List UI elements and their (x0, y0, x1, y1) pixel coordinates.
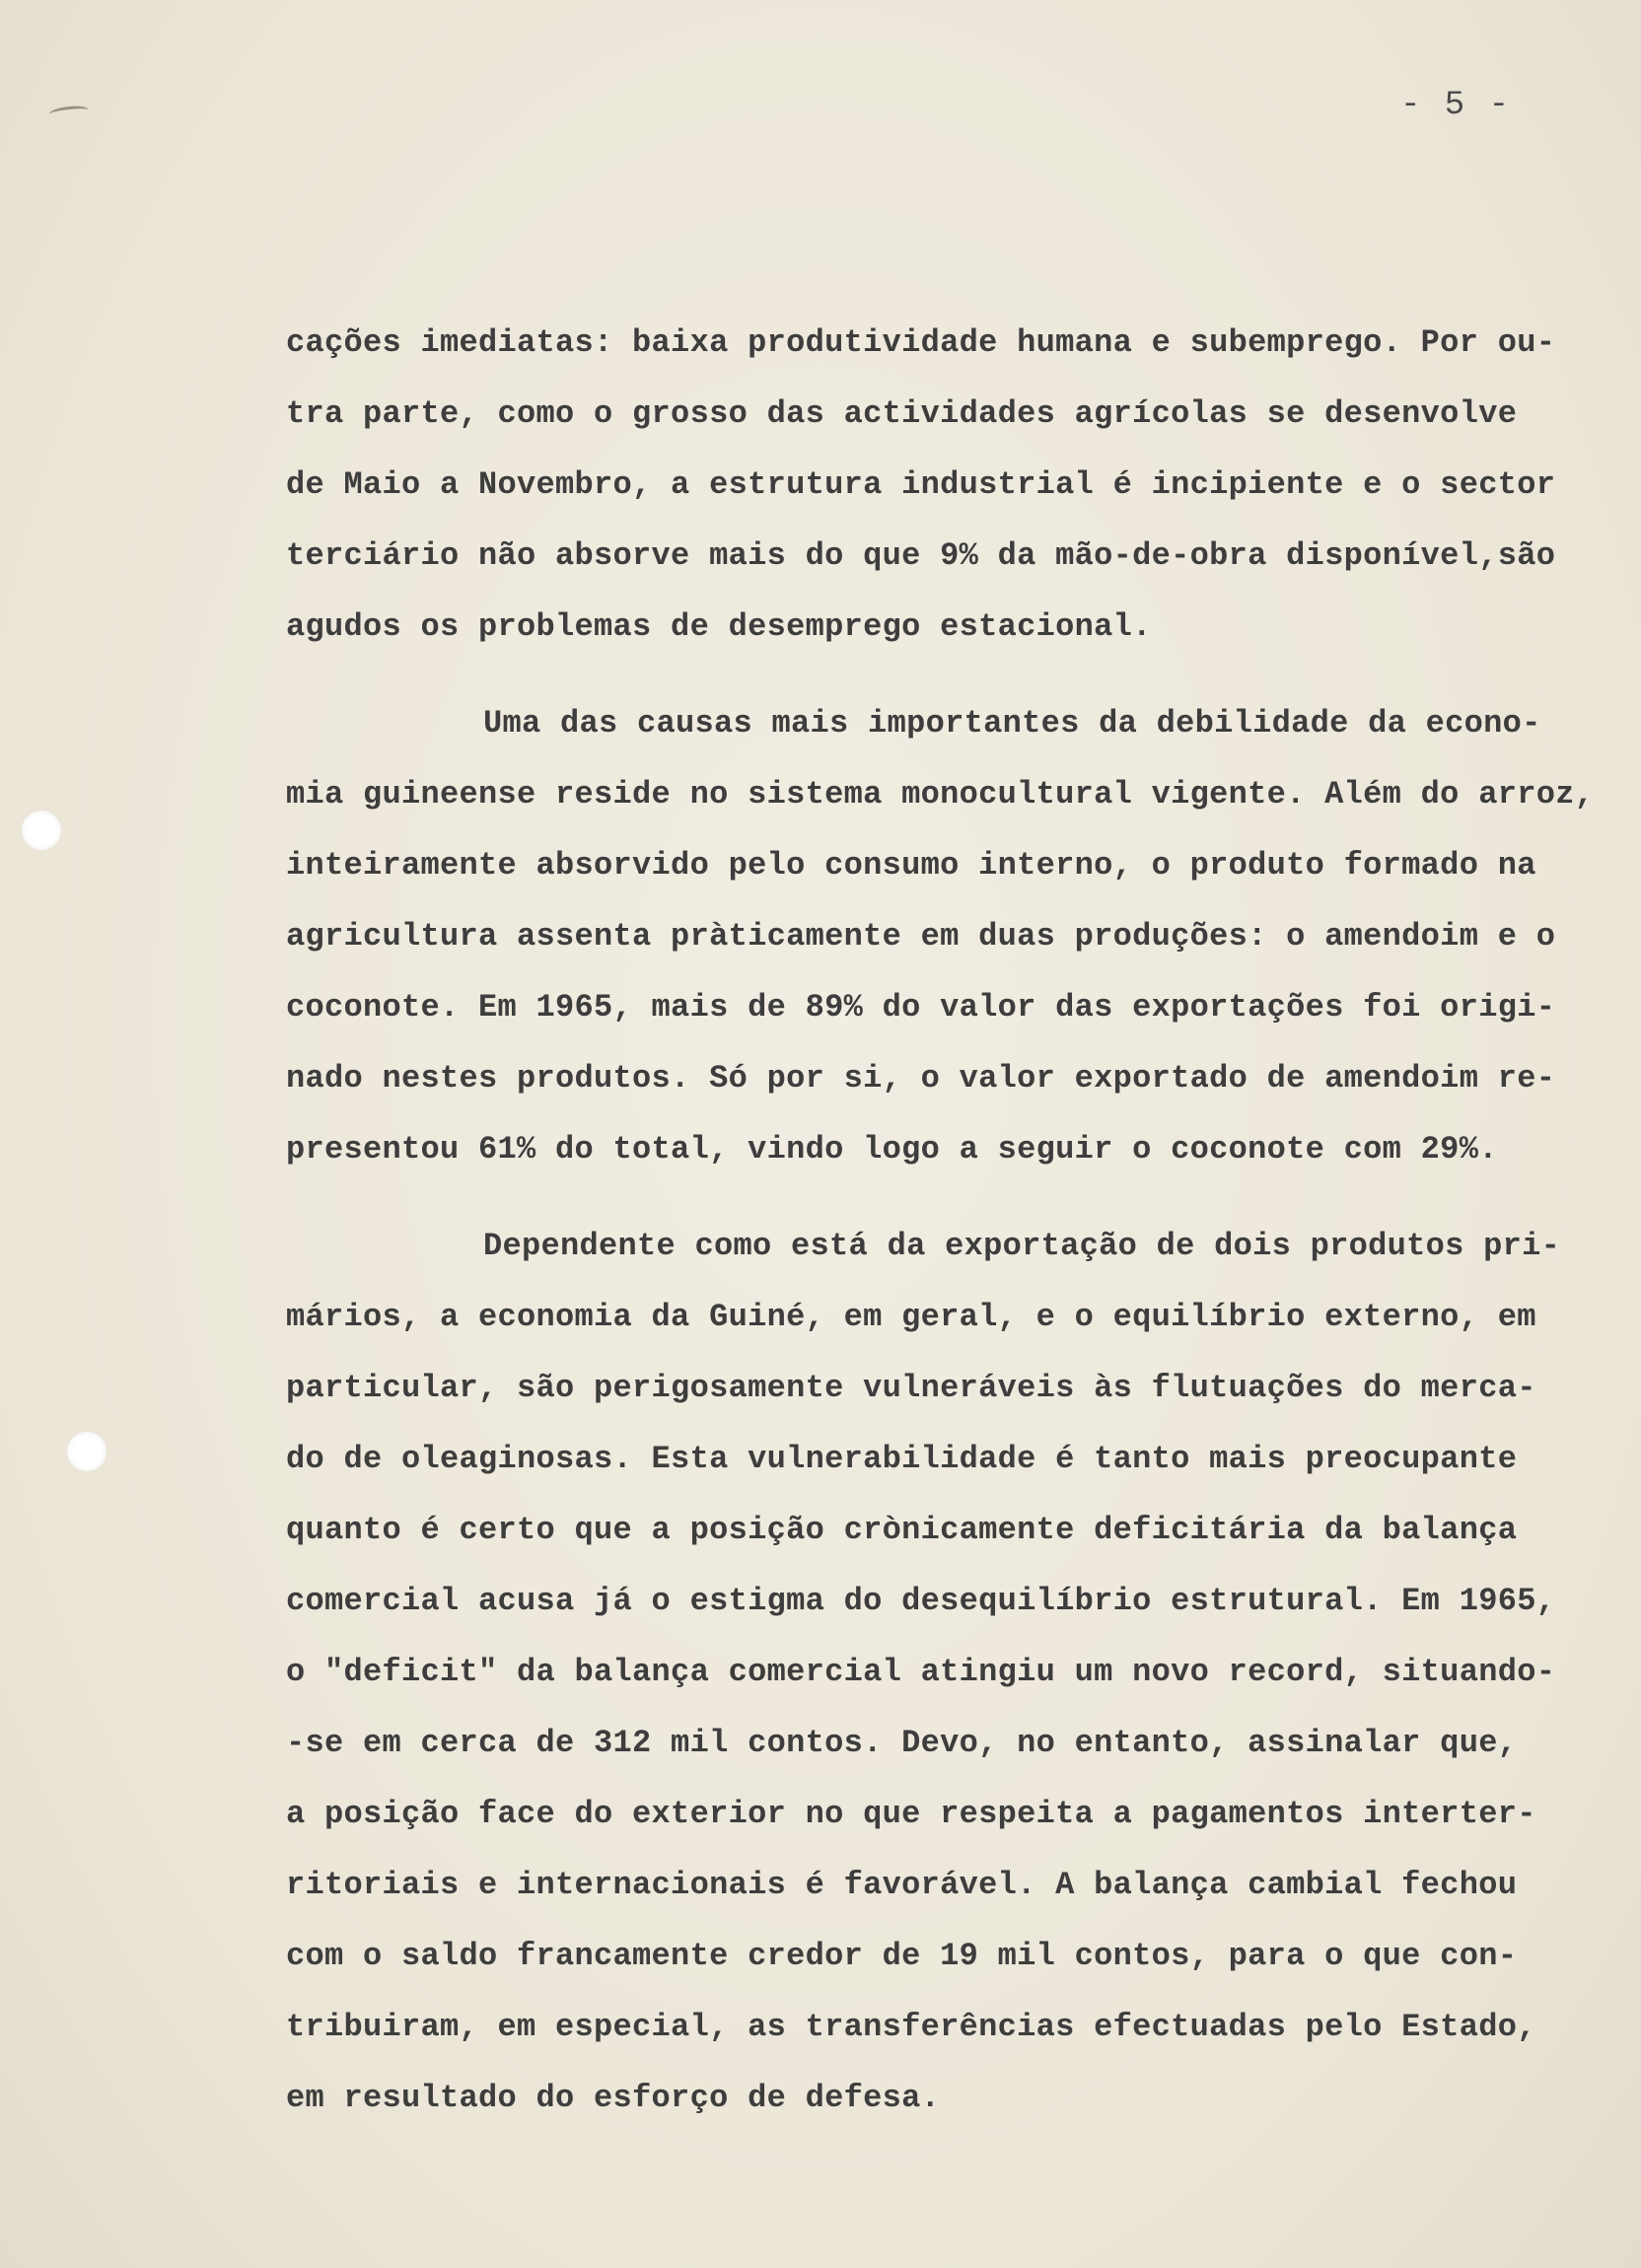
text-line: particular, são perigosamente vulneráveis às flutuações do merca- (286, 1370, 1536, 1406)
text-line: tra parte, como o grosso das actividades agrícolas se desenvolve (286, 395, 1518, 432)
punch-hole-bottom (67, 1432, 107, 1471)
text-line: tribuiram, em especial, as transferências efectuadas pelo Estado, (286, 2009, 1536, 2045)
text-line: inteiramente absorvido pelo consumo interno, o produto formado na (286, 847, 1536, 884)
body-text (286, 308, 1598, 2134)
text-line: terciário não absorve mais do que 9% da mão-de-obra disponível,são (286, 537, 1556, 574)
paragraph-2 (286, 688, 1598, 1185)
ink-mark (49, 105, 90, 119)
text-line: Uma das causas mais importantes da debilidade da econo- (483, 705, 1541, 742)
text-line: nado nestes produtos. Só por si, o valor exportado de amendoim re- (286, 1060, 1556, 1097)
text-line: mia guineense reside no sistema monocultural vigente. Além do arroz, (286, 776, 1595, 813)
punch-hole-top (22, 811, 61, 850)
text-line: agricultura assenta pràticamente em duas produções: o amendoim e o (286, 918, 1556, 955)
text-line: com o saldo francamente credor de 19 mil contos, para o que con- (286, 1938, 1518, 1974)
text-line: ritoriais e internacionais é favorável. A balança cambial fechou (286, 1867, 1518, 1903)
text-line: de Maio a Novembro, a estrutura industrial é incipiente e o sector (286, 466, 1556, 503)
text-line: coconote. Em 1965, mais de 89% do valor das exportações foi origi- (286, 989, 1556, 1026)
text-line: presentou 61% do total, vindo logo a seguir o coconote com 29%. (286, 1131, 1498, 1168)
text-line: o "deficit" da balança comercial atingiu um novo record, situando- (286, 1654, 1556, 1690)
text-line: comercial acusa já o estigma do desequilíbrio estrutural. Em 1965, (286, 1583, 1556, 1619)
text-line: a posição face do exterior no que respeita a pagamentos interter- (286, 1796, 1536, 1832)
page-number: - 5 - (1400, 87, 1512, 124)
text-line: mários, a economia da Guiné, em geral, e o equilíbrio externo, em (286, 1299, 1536, 1335)
text-line: Dependente como está da exportação de dois produtos pri- (483, 1228, 1561, 1264)
text-line: em resultado do esforço de defesa. (286, 2080, 941, 2116)
paragraph-3 (286, 1211, 1598, 2134)
text-line: quanto é certo que a posição crònicamente deficitária da balança (286, 1512, 1518, 1548)
text-line: cações imediatas: baixa produtividade humana e subemprego. Por ou- (286, 324, 1556, 361)
paragraph-1 (286, 308, 1598, 663)
text-line: -se em cerca de 312 mil contos. Devo, no entanto, assinalar que, (286, 1725, 1518, 1761)
text-line: do de oleaginosas. Esta vulnerabilidade é tanto mais preocupante (286, 1441, 1518, 1477)
text-line: agudos os problemas de desemprego estacional. (286, 608, 1152, 645)
